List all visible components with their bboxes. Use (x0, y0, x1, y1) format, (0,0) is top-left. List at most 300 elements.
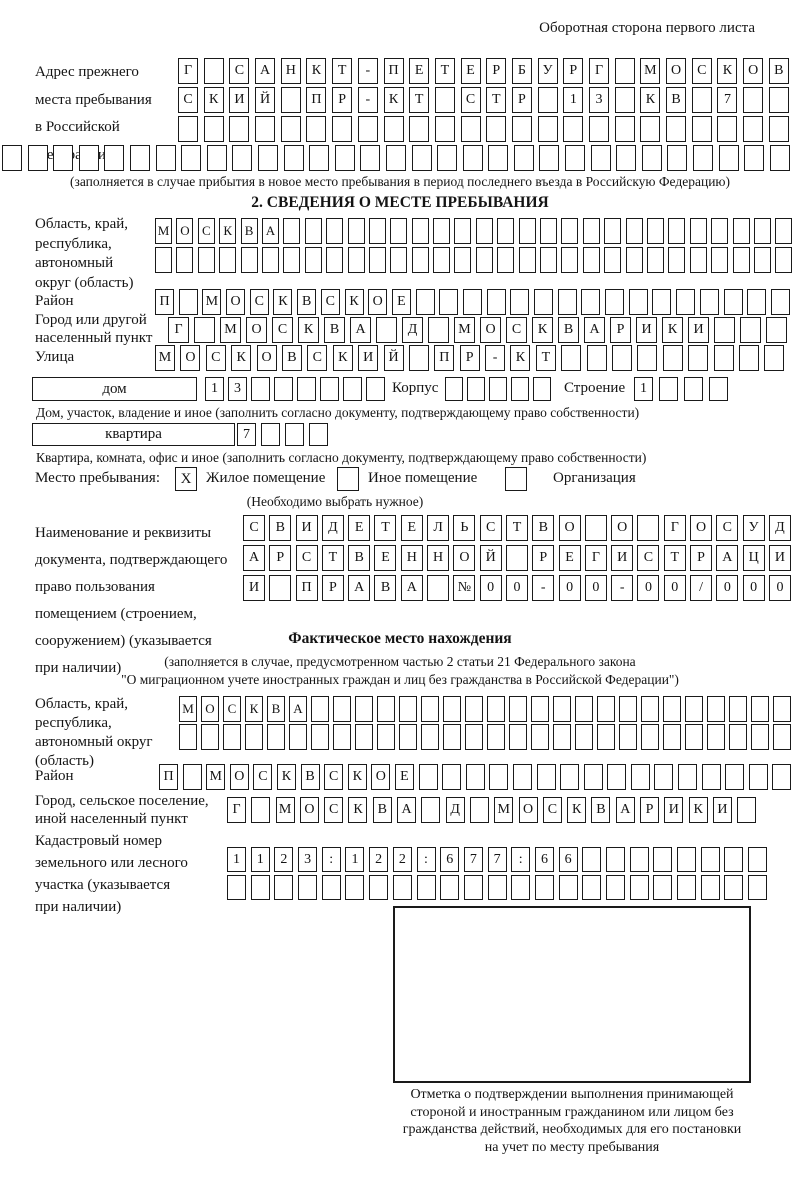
char-cell[interactable] (513, 764, 532, 790)
char-cell[interactable] (582, 847, 601, 872)
char-cell[interactable]: К (717, 58, 737, 84)
char-cell[interactable]: Е (559, 545, 581, 571)
char-cell[interactable] (377, 724, 395, 750)
char-cell[interactable] (616, 145, 636, 171)
char-cell[interactable] (274, 377, 293, 401)
char-cell[interactable] (754, 218, 771, 244)
char-cell[interactable]: И (688, 317, 709, 343)
char-cell[interactable] (245, 724, 263, 750)
char-cell[interactable] (641, 696, 659, 722)
char-cell[interactable]: И (636, 317, 657, 343)
char-cell[interactable] (358, 116, 378, 142)
char-cell[interactable]: Т (374, 515, 396, 541)
char-cell[interactable] (534, 289, 553, 315)
char-cell[interactable]: С (637, 545, 659, 571)
char-cell[interactable] (251, 797, 270, 823)
char-cell[interactable] (417, 875, 436, 900)
char-cell[interactable]: В (269, 515, 291, 541)
char-cell[interactable]: 1 (227, 847, 246, 872)
char-cell[interactable] (769, 87, 789, 113)
char-cell[interactable]: / (690, 575, 712, 601)
char-cell[interactable]: С (543, 797, 562, 823)
char-cell[interactable] (463, 145, 483, 171)
char-cell[interactable]: 3 (298, 847, 317, 872)
char-cell[interactable] (740, 317, 761, 343)
char-cell[interactable]: Г (168, 317, 189, 343)
char-cell[interactable]: С (206, 345, 226, 371)
char-cell[interactable] (258, 145, 278, 171)
char-cell[interactable] (487, 724, 505, 750)
char-cell[interactable] (437, 145, 457, 171)
char-cell[interactable]: Н (281, 58, 301, 84)
char-cell[interactable] (751, 724, 769, 750)
char-cell[interactable]: В (374, 575, 396, 601)
char-cell[interactable]: 7 (237, 423, 256, 446)
char-cell[interactable] (281, 116, 301, 142)
char-cell[interactable] (604, 247, 621, 273)
char-cell[interactable] (653, 847, 672, 872)
char-cell[interactable] (409, 116, 429, 142)
char-cell[interactable]: Г (664, 515, 686, 541)
char-cell[interactable]: М (220, 317, 241, 343)
char-cell[interactable]: П (155, 289, 174, 315)
char-cell[interactable] (369, 218, 386, 244)
char-cell[interactable]: С (250, 289, 269, 315)
char-cell[interactable]: Р (332, 87, 352, 113)
char-cell[interactable]: 0 (664, 575, 686, 601)
char-cell[interactable] (714, 317, 735, 343)
char-cell[interactable] (511, 875, 530, 900)
char-cell[interactable]: В (666, 87, 686, 113)
char-cell[interactable] (743, 87, 763, 113)
char-cell[interactable] (2, 145, 22, 171)
char-cell[interactable]: М (202, 289, 221, 315)
char-cell[interactable] (333, 724, 351, 750)
char-cell[interactable]: Р (269, 545, 291, 571)
char-cell[interactable] (663, 724, 681, 750)
char-cell[interactable]: Н (401, 545, 423, 571)
char-cell[interactable]: Д (769, 515, 791, 541)
char-cell[interactable] (181, 145, 201, 171)
char-cell[interactable] (591, 145, 611, 171)
char-cell[interactable] (262, 247, 279, 273)
char-cell[interactable]: Т (409, 87, 429, 113)
char-cell[interactable] (79, 145, 99, 171)
char-cell[interactable]: Т (332, 58, 352, 84)
char-cell[interactable]: : (417, 847, 436, 872)
char-cell[interactable] (433, 247, 450, 273)
char-cell[interactable]: И (358, 345, 378, 371)
char-cell[interactable]: : (322, 847, 341, 872)
char-cell[interactable] (773, 724, 791, 750)
char-cell[interactable] (711, 247, 728, 273)
char-cell[interactable] (442, 764, 461, 790)
char-cell[interactable] (130, 145, 150, 171)
char-cell[interactable] (412, 218, 429, 244)
char-cell[interactable]: А (243, 545, 265, 571)
char-cell[interactable]: К (273, 289, 292, 315)
char-cell[interactable] (309, 145, 329, 171)
char-cell[interactable]: Б (512, 58, 532, 84)
char-cell[interactable] (488, 875, 507, 900)
char-cell[interactable]: Е (374, 545, 396, 571)
char-cell[interactable] (355, 724, 373, 750)
char-cell[interactable]: Р (512, 87, 532, 113)
char-cell[interactable]: А (348, 575, 370, 601)
char-cell[interactable]: Г (589, 58, 609, 84)
char-cell[interactable] (587, 345, 607, 371)
char-cell[interactable]: В (373, 797, 392, 823)
char-cell[interactable]: М (155, 218, 172, 244)
char-cell[interactable]: В (301, 764, 320, 790)
char-cell[interactable] (739, 345, 759, 371)
char-cell[interactable] (335, 145, 355, 171)
char-cell[interactable]: С (692, 58, 712, 84)
char-cell[interactable] (232, 145, 252, 171)
char-cell[interactable]: О (226, 289, 245, 315)
char-cell[interactable]: А (716, 545, 738, 571)
char-cell[interactable]: К (662, 317, 683, 343)
char-cell[interactable]: У (743, 515, 765, 541)
char-cell[interactable] (348, 218, 365, 244)
char-cell[interactable]: П (159, 764, 178, 790)
char-cell[interactable] (345, 875, 364, 900)
char-cell[interactable] (717, 116, 737, 142)
char-cell[interactable] (412, 247, 429, 273)
char-cell[interactable]: К (219, 218, 236, 244)
char-cell[interactable]: 7 (488, 847, 507, 872)
char-cell[interactable] (581, 289, 600, 315)
char-cell[interactable] (744, 145, 764, 171)
char-cell[interactable] (690, 247, 707, 273)
char-cell[interactable]: П (434, 345, 454, 371)
char-cell[interactable]: 0 (506, 575, 528, 601)
char-cell[interactable] (676, 289, 695, 315)
char-cell[interactable]: О (180, 345, 200, 371)
char-cell[interactable] (366, 377, 385, 401)
char-cell[interactable]: К (348, 764, 367, 790)
char-cell[interactable] (510, 289, 529, 315)
char-cell[interactable] (615, 58, 635, 84)
char-cell[interactable] (487, 696, 505, 722)
char-cell[interactable] (519, 247, 536, 273)
char-cell[interactable] (393, 875, 412, 900)
char-cell[interactable]: : (511, 847, 530, 872)
char-cell[interactable]: И (243, 575, 265, 601)
char-cell[interactable] (653, 875, 672, 900)
char-cell[interactable]: А (584, 317, 605, 343)
char-cell[interactable] (156, 145, 176, 171)
char-cell[interactable] (677, 875, 696, 900)
char-cell[interactable]: И (713, 797, 732, 823)
stay-checkbox-residential[interactable] (175, 467, 197, 491)
char-cell[interactable] (428, 317, 449, 343)
char-cell[interactable] (464, 875, 483, 900)
char-cell[interactable] (223, 724, 241, 750)
char-cell[interactable]: 0 (769, 575, 791, 601)
char-cell[interactable] (652, 289, 671, 315)
char-cell[interactable]: Е (395, 764, 414, 790)
char-cell[interactable] (733, 247, 750, 273)
char-cell[interactable]: Г (227, 797, 246, 823)
char-cell[interactable] (626, 247, 643, 273)
char-cell[interactable] (204, 58, 224, 84)
char-cell[interactable] (626, 218, 643, 244)
char-cell[interactable]: Д (322, 515, 344, 541)
char-cell[interactable] (766, 317, 787, 343)
char-cell[interactable] (707, 724, 725, 750)
char-cell[interactable] (642, 145, 662, 171)
char-cell[interactable] (466, 764, 485, 790)
char-cell[interactable]: С (296, 545, 318, 571)
char-cell[interactable]: О (743, 58, 763, 84)
char-cell[interactable] (733, 218, 750, 244)
char-cell[interactable] (725, 764, 744, 790)
char-cell[interactable]: К (532, 317, 553, 343)
char-cell[interactable] (615, 116, 635, 142)
char-cell[interactable] (227, 875, 246, 900)
char-cell[interactable] (384, 116, 404, 142)
char-cell[interactable]: 3 (228, 377, 247, 401)
char-cell[interactable]: К (204, 87, 224, 113)
char-cell[interactable] (476, 218, 493, 244)
char-cell[interactable] (605, 289, 624, 315)
char-cell[interactable]: А (401, 575, 423, 601)
char-cell[interactable] (343, 377, 362, 401)
char-cell[interactable]: 1 (345, 847, 364, 872)
char-cell[interactable] (666, 116, 686, 142)
char-cell[interactable] (470, 797, 489, 823)
char-cell[interactable]: Р (486, 58, 506, 84)
char-cell[interactable] (668, 218, 685, 244)
char-cell[interactable] (772, 764, 791, 790)
char-cell[interactable] (540, 247, 557, 273)
char-cell[interactable] (751, 696, 769, 722)
char-cell[interactable] (647, 218, 664, 244)
char-cell[interactable] (729, 696, 747, 722)
char-cell[interactable]: 0 (716, 575, 738, 601)
char-cell[interactable] (770, 145, 790, 171)
char-cell[interactable] (461, 116, 481, 142)
char-cell[interactable]: П (296, 575, 318, 601)
char-cell[interactable]: С (324, 764, 343, 790)
char-cell[interactable]: О (368, 289, 387, 315)
char-cell[interactable] (255, 116, 275, 142)
char-cell[interactable] (737, 797, 756, 823)
char-cell[interactable] (251, 377, 270, 401)
char-cell[interactable]: О (611, 515, 633, 541)
char-cell[interactable] (630, 875, 649, 900)
char-cell[interactable]: К (348, 797, 367, 823)
char-cell[interactable]: 0 (743, 575, 765, 601)
char-cell[interactable]: А (255, 58, 275, 84)
char-cell[interactable]: П (306, 87, 326, 113)
char-cell[interactable] (261, 423, 280, 446)
char-cell[interactable]: С (229, 58, 249, 84)
char-cell[interactable]: С (307, 345, 327, 371)
char-cell[interactable] (540, 218, 557, 244)
char-cell[interactable] (684, 377, 703, 401)
char-cell[interactable] (412, 145, 432, 171)
char-cell[interactable]: В (348, 545, 370, 571)
char-cell[interactable] (489, 764, 508, 790)
char-cell[interactable]: 2 (369, 847, 388, 872)
char-cell[interactable]: Н (427, 545, 449, 571)
char-cell[interactable] (582, 875, 601, 900)
char-cell[interactable]: Р (640, 797, 659, 823)
char-cell[interactable]: 0 (637, 575, 659, 601)
char-cell[interactable]: Й (255, 87, 275, 113)
char-cell[interactable]: Е (461, 58, 481, 84)
char-cell[interactable] (369, 875, 388, 900)
char-cell[interactable]: 3 (589, 87, 609, 113)
char-cell[interactable]: М (206, 764, 225, 790)
char-cell[interactable] (606, 847, 625, 872)
char-cell[interactable]: С (178, 87, 198, 113)
char-cell[interactable]: К (689, 797, 708, 823)
char-cell[interactable] (719, 145, 739, 171)
char-cell[interactable] (298, 875, 317, 900)
char-cell[interactable]: В (267, 696, 285, 722)
char-cell[interactable]: О (201, 696, 219, 722)
char-cell[interactable] (284, 145, 304, 171)
char-cell[interactable] (376, 317, 397, 343)
char-cell[interactable]: М (640, 58, 660, 84)
char-cell[interactable] (476, 247, 493, 273)
char-cell[interactable] (637, 515, 659, 541)
char-cell[interactable] (561, 247, 578, 273)
char-cell[interactable] (729, 724, 747, 750)
char-cell[interactable]: 1 (634, 377, 653, 401)
char-cell[interactable] (219, 247, 236, 273)
char-cell[interactable]: И (229, 87, 249, 113)
char-cell[interactable] (433, 218, 450, 244)
char-cell[interactable] (604, 218, 621, 244)
char-cell[interactable]: Т (664, 545, 686, 571)
char-cell[interactable] (663, 696, 681, 722)
char-cell[interactable] (198, 247, 215, 273)
char-cell[interactable] (701, 847, 720, 872)
char-cell[interactable]: К (306, 58, 326, 84)
char-cell[interactable]: К (640, 87, 660, 113)
char-cell[interactable] (305, 247, 322, 273)
char-cell[interactable] (53, 145, 73, 171)
char-cell[interactable] (692, 87, 712, 113)
char-cell[interactable] (285, 423, 304, 446)
char-cell[interactable] (326, 247, 343, 273)
char-cell[interactable]: С (716, 515, 738, 541)
char-cell[interactable] (360, 145, 380, 171)
char-cell[interactable] (561, 345, 581, 371)
char-cell[interactable] (435, 116, 455, 142)
char-cell[interactable] (537, 764, 556, 790)
char-cell[interactable]: К (333, 345, 353, 371)
char-cell[interactable] (663, 345, 683, 371)
char-cell[interactable] (630, 847, 649, 872)
char-cell[interactable] (659, 377, 678, 401)
char-cell[interactable]: О (519, 797, 538, 823)
char-cell[interactable]: Т (506, 515, 528, 541)
char-cell[interactable]: 6 (559, 847, 578, 872)
char-cell[interactable]: Й (384, 345, 404, 371)
char-cell[interactable] (348, 247, 365, 273)
char-cell[interactable] (561, 218, 578, 244)
char-cell[interactable]: Р (690, 545, 712, 571)
char-cell[interactable] (685, 696, 703, 722)
char-cell[interactable]: М (155, 345, 175, 371)
char-cell[interactable] (305, 218, 322, 244)
char-cell[interactable] (274, 875, 293, 900)
char-cell[interactable] (283, 218, 300, 244)
char-cell[interactable] (531, 724, 549, 750)
char-cell[interactable] (700, 289, 719, 315)
char-cell[interactable] (419, 764, 438, 790)
char-cell[interactable] (486, 116, 506, 142)
char-cell[interactable]: В (591, 797, 610, 823)
char-cell[interactable] (640, 116, 660, 142)
char-cell[interactable]: И (611, 545, 633, 571)
char-cell[interactable]: А (262, 218, 279, 244)
char-cell[interactable] (390, 247, 407, 273)
char-cell[interactable]: Й (480, 545, 502, 571)
char-cell[interactable] (183, 764, 202, 790)
char-cell[interactable] (179, 289, 198, 315)
char-cell[interactable] (320, 377, 339, 401)
char-cell[interactable] (769, 116, 789, 142)
char-cell[interactable]: О (246, 317, 267, 343)
char-cell[interactable] (535, 875, 554, 900)
char-cell[interactable]: В (241, 218, 258, 244)
char-cell[interactable] (519, 218, 536, 244)
char-cell[interactable]: К (384, 87, 404, 113)
char-cell[interactable] (607, 764, 626, 790)
char-cell[interactable] (311, 724, 329, 750)
char-cell[interactable] (629, 289, 648, 315)
char-cell[interactable] (748, 875, 767, 900)
char-cell[interactable] (509, 696, 527, 722)
char-cell[interactable] (773, 696, 791, 722)
char-cell[interactable]: О (300, 797, 319, 823)
char-cell[interactable] (311, 696, 329, 722)
char-cell[interactable]: К (277, 764, 296, 790)
char-cell[interactable] (533, 377, 551, 401)
char-cell[interactable]: О (666, 58, 686, 84)
char-cell[interactable]: С (480, 515, 502, 541)
char-cell[interactable] (597, 696, 615, 722)
char-cell[interactable] (194, 317, 215, 343)
char-cell[interactable]: М (276, 797, 295, 823)
char-cell[interactable] (289, 724, 307, 750)
char-cell[interactable] (637, 345, 657, 371)
char-cell[interactable]: 6 (535, 847, 554, 872)
char-cell[interactable]: С (321, 289, 340, 315)
char-cell[interactable]: 0 (480, 575, 502, 601)
char-cell[interactable] (743, 116, 763, 142)
char-cell[interactable] (229, 116, 249, 142)
char-cell[interactable]: У (538, 58, 558, 84)
char-cell[interactable]: 0 (585, 575, 607, 601)
char-cell[interactable]: Д (446, 797, 465, 823)
char-cell[interactable]: Е (401, 515, 423, 541)
char-cell[interactable] (267, 724, 285, 750)
char-cell[interactable]: Р (460, 345, 480, 371)
char-cell[interactable]: 0 (559, 575, 581, 601)
char-cell[interactable]: В (324, 317, 345, 343)
char-cell[interactable] (585, 515, 607, 541)
char-cell[interactable] (647, 247, 664, 273)
char-cell[interactable] (251, 875, 270, 900)
char-cell[interactable]: К (231, 345, 251, 371)
